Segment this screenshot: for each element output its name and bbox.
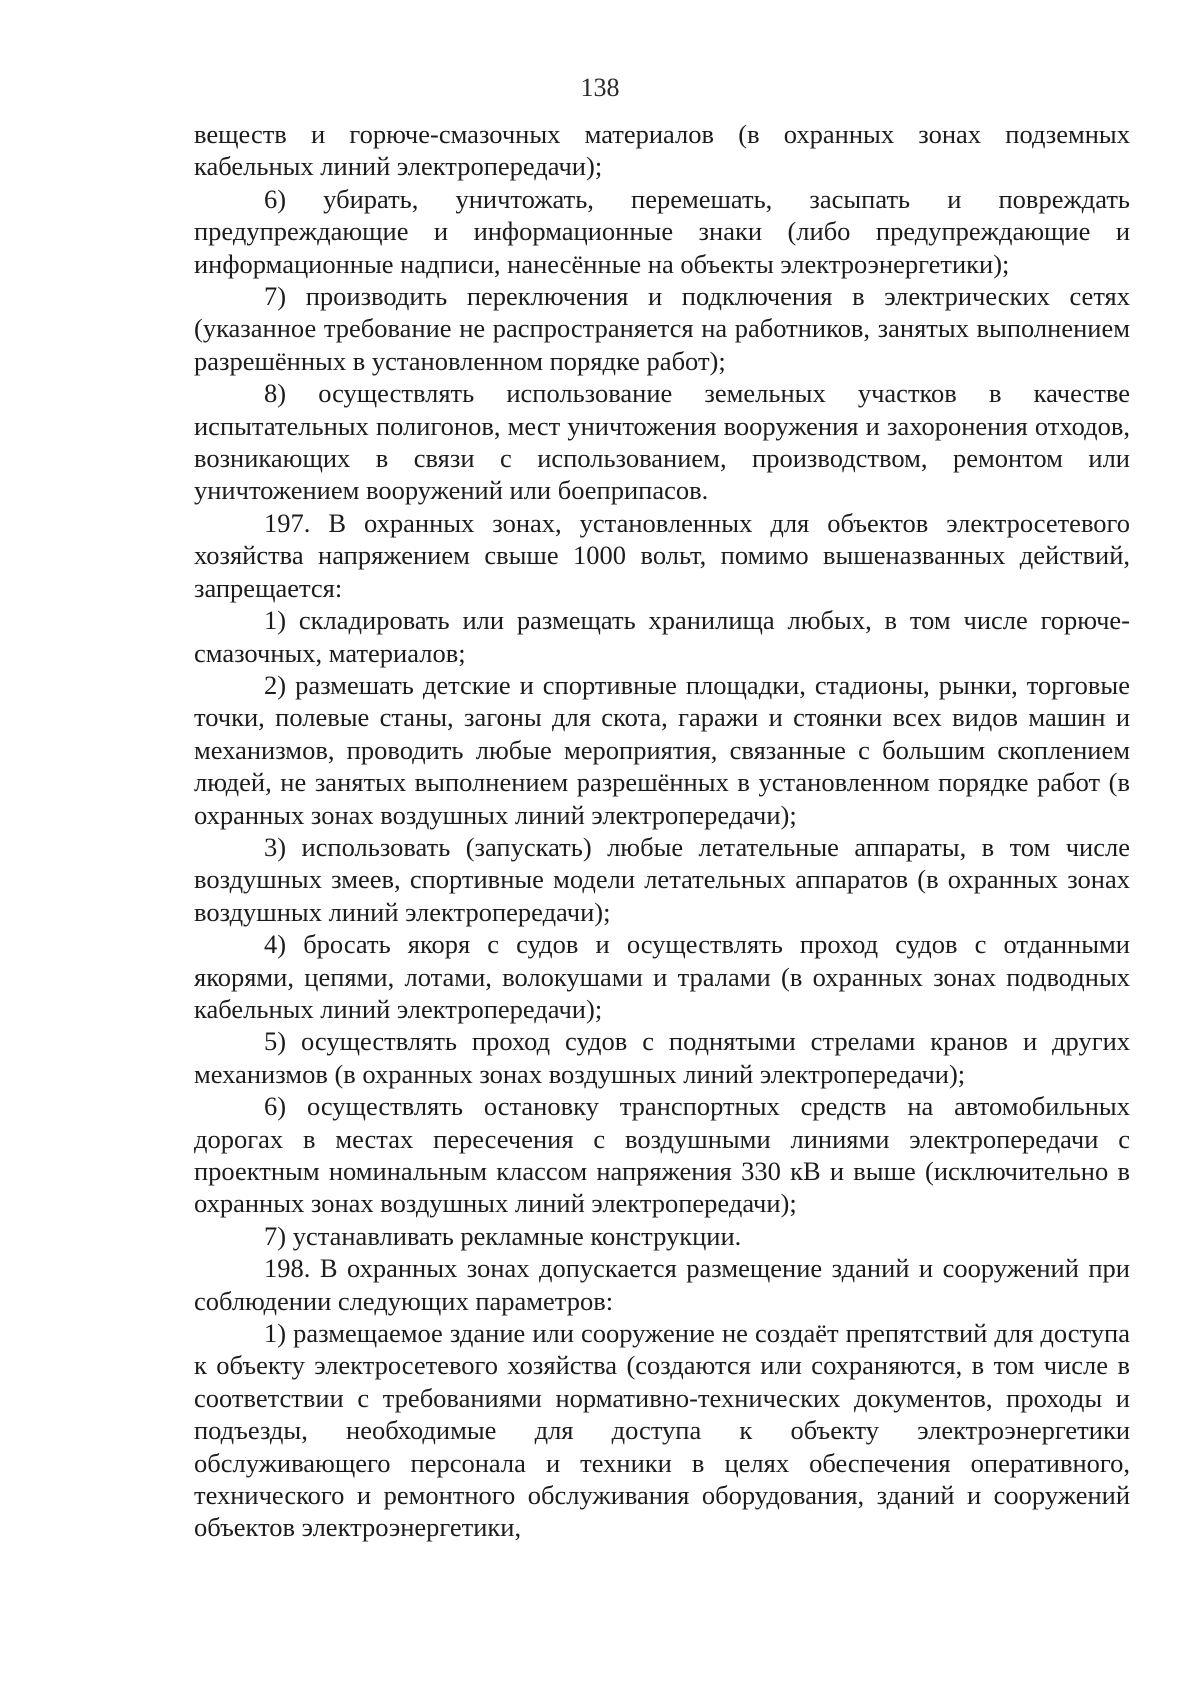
paragraph-item-2-playgrounds: 2) размешать детские и спортивные площадки, стадионы, рынки, торговые точки, полевые станы, загоны для скота, гаражи и стоянки всех видов машин и механизмов, проводить любые мероприятия, связанные с большим скоплением людей, не занятых выполнением разрешённых в установленном порядке работ (в охранных зонах воздушных линий электропередачи); [194, 669, 1130, 830]
paragraph-item-7-advertising: 7) устанавливать рекламные конструкции. [264, 1220, 742, 1251]
document-body [194, 118, 1130, 1544]
page-number: 138 [580, 73, 620, 102]
paragraph-item-7-switching: 7) производить переключения и подключения в электрических сетях (указанное требование не распространяется на работников, занятых выполнением разрешённых в установленном порядке работ); [194, 281, 1130, 376]
paragraph-item-4-anchors: 4) бросать якоря с судов и осуществлять проход судов с отданными якорями, цепями, лотами, волокушами и тралами (в охранных зонах подводных кабельных линий электропередачи); [194, 929, 1130, 1024]
paragraph-item-6-vehicles: 6) осуществлять остановку транспортных средств на автомобильных дорогах в местах пересечения с воздушными линиями электропередачи с проектным номинальным классом напряжения 330 кВ и выше (исключительно в охранных зонах воздушных линий электропередачи); [194, 1091, 1130, 1219]
paragraph-item-3-aircraft: 3) использовать (запускать) любые летательные аппараты, в том числе воздушных змеев, спортивные модели летательных аппаратов (в охранных зонах воздушных линий электропередачи); [194, 831, 1130, 927]
paragraph-item-8-land-use: 8) осуществлять использование земельных участков в качестве испытательных полигонов, мест уничтожения вооружения и захоронения отходов, возникающих в связи с использованием, производством, ремонтом или уничтожением вооружений или боеприпасов. [194, 378, 1130, 506]
paragraph-item-6-signs: 6) убирать, уничтожать, перемешать, засыпать и повреждать предупреждающие и информационные знаки (либо предупреждающие и информационные надписи, нанесённые на объекты электроэнергетики); [194, 183, 1130, 279]
paragraph-continuation: веществ и горюче-смазочных материалов (в охранных зонах подземных кабельных линий электропередачи); [194, 119, 1130, 182]
paragraph-item-5-ships: 5) осуществлять проход судов с поднятыми стрелами кранов и других механизмов (в охранных зонах воздушных линий электропередачи); [194, 1026, 1130, 1089]
paragraph-clause-198: 198. В охранных зонах допускается размещение зданий и сооружений при соблюдении следующих параметров: [194, 1253, 1130, 1316]
paragraph-clause-197: 197. В охранных зонах, установленных для объектов электросетевого хозяйства напряжением свыше 1000 вольт, помимо вышеназванных действий, запрещается: [194, 507, 1130, 603]
paragraph-item-1-buildings: 1) размещаемое здание или сооружение не создаёт препятствий для доступа к объекту электросетевого хозяйства (создаются или сохраняются, в том числе в соответствии с требованиями нормативно-технических документов, проходы и подъезды, необходимые для доступа к объекту электроэнергетики обслуживающего персонала и техники в целях обеспечения оперативного, технического и ремонтного обслуживания оборудования, зданий и сооружений объектов электроэнергетики, [194, 1318, 1130, 1543]
paragraph-item-1-storage: 1) складировать или размещать хранилища любых, в том числе горюче-смазочных, материалов; [194, 605, 1130, 668]
